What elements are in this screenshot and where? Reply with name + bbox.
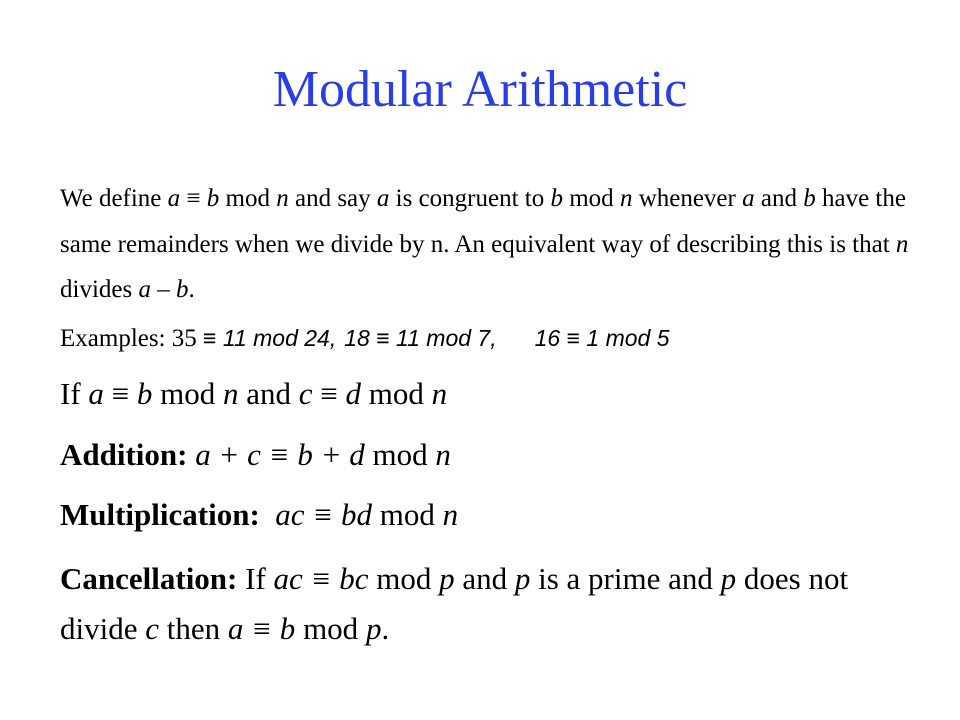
var-c: c	[298, 375, 313, 411]
var-n: n	[619, 185, 633, 212]
text: mod	[379, 496, 443, 532]
example-3: 16 ≡ 1 mod 5	[534, 324, 670, 351]
var-b: b	[550, 185, 563, 212]
text: mod	[372, 436, 436, 472]
text: then	[159, 610, 228, 646]
cancellation-expression: ac ≡ bc	[273, 560, 377, 596]
congruent-symbol: ≡	[180, 185, 207, 212]
if-line	[60, 373, 910, 415]
text: mod	[152, 375, 224, 411]
text: .	[188, 276, 195, 303]
var-n: n	[442, 496, 459, 532]
text: and say	[288, 185, 377, 212]
examples-label: Examples: 35	[60, 324, 204, 352]
var-a: a	[167, 185, 181, 212]
text: divides	[60, 276, 139, 303]
definition-paragraph	[60, 176, 910, 313]
text: mod	[562, 185, 620, 212]
example-1: ≡ 11 mod 24,	[203, 324, 337, 351]
var-n: n	[223, 375, 239, 411]
text: does not divide	[60, 560, 849, 646]
var-b: b	[136, 375, 153, 411]
var-a: a	[376, 185, 390, 212]
text: is a prime and	[530, 560, 721, 596]
var-a: a	[88, 375, 104, 411]
var-c: c	[145, 610, 160, 646]
cancellation-line	[60, 554, 910, 654]
text: If	[237, 560, 274, 596]
text: mod	[376, 560, 440, 596]
var-p: p	[514, 560, 531, 596]
congruent-symbol: ≡	[103, 375, 137, 411]
text: is congruent to	[389, 185, 551, 212]
examples-line	[60, 320, 910, 357]
text: We define	[60, 185, 168, 212]
slide-title: Modular Arithmetic	[272, 61, 688, 118]
text: and	[754, 185, 804, 212]
var-b: b	[803, 185, 816, 212]
cancellation-label: Cancellation:	[60, 560, 238, 596]
slide-body	[60, 176, 910, 654]
multiplication-line	[60, 494, 910, 536]
var-b: b	[206, 185, 220, 212]
text: have the same remainders when we divide by n. An equivalent way of describing this is that	[60, 185, 906, 258]
var-p: p	[720, 560, 737, 596]
text: mod	[295, 610, 366, 646]
addition-label: Addition:	[60, 436, 188, 472]
congruent-symbol: ≡	[312, 375, 346, 411]
addition-line	[60, 434, 910, 476]
text: and	[454, 560, 515, 596]
var-n: n	[895, 230, 909, 258]
addition-expression: a + c ≡ b + d	[187, 436, 373, 472]
var-n: n	[435, 436, 451, 472]
text: and	[238, 375, 299, 411]
var-n: n	[276, 185, 289, 212]
text: If	[60, 375, 89, 411]
multiplication-expression: ac ≡ bd	[259, 496, 380, 532]
text: whenever	[632, 185, 743, 212]
var-p: p	[365, 610, 382, 646]
multiplication-label: Multiplication:	[60, 496, 260, 532]
a-minus-b: a – b	[138, 276, 189, 303]
text: mod	[219, 185, 277, 212]
example-2: 18 ≡ 11 mod 7,	[344, 324, 497, 351]
text: .	[381, 610, 390, 646]
var-p: p	[439, 560, 455, 596]
var-d: d	[345, 375, 362, 411]
var-n: n	[431, 375, 448, 411]
text: mod	[361, 375, 432, 411]
var-a: a	[742, 185, 755, 212]
conclusion-expression: a ≡ b	[227, 610, 296, 646]
